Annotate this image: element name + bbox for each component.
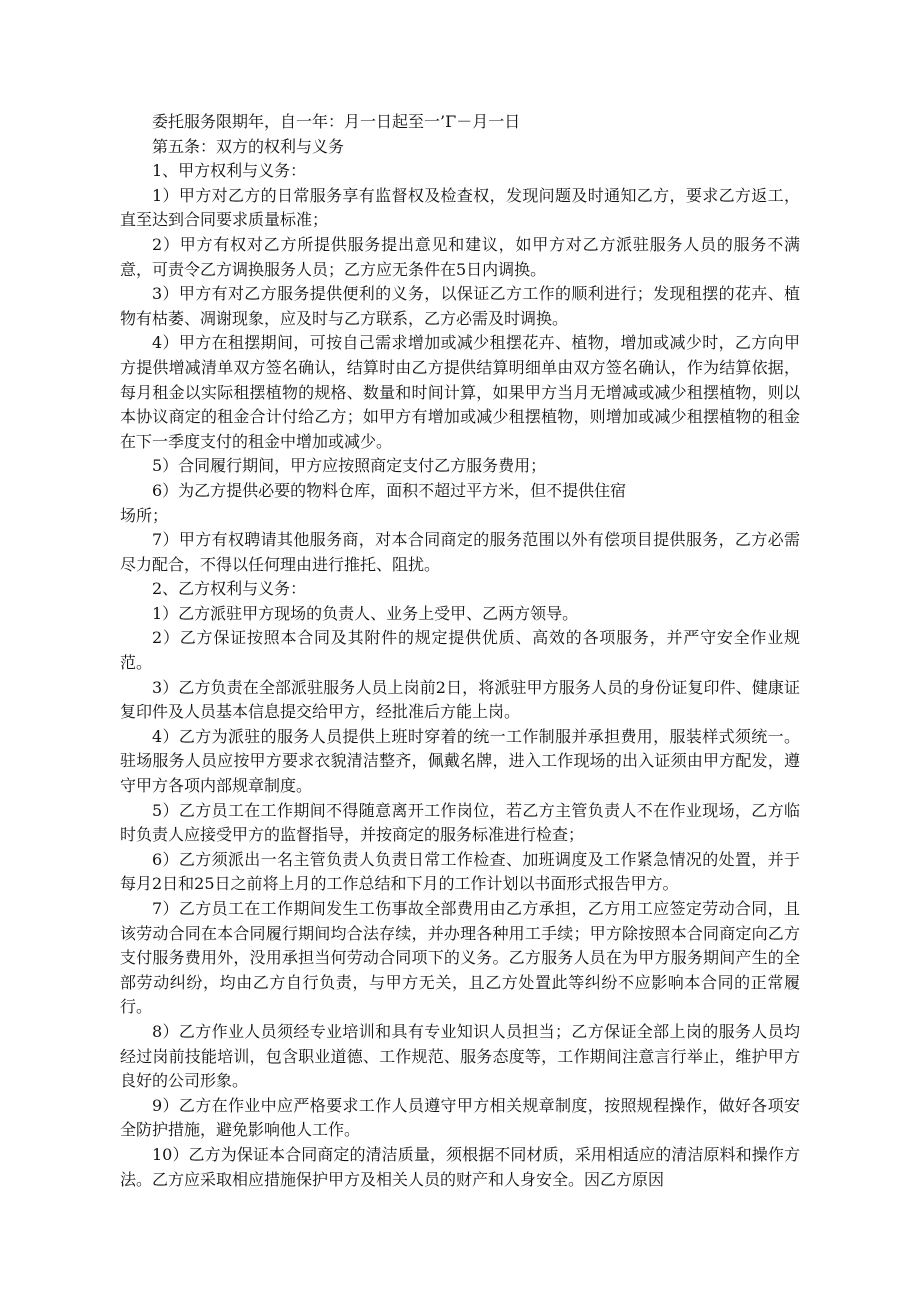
clause-paragraph: 1）乙方派驻甲方现场的负责人、业务上受甲、乙两方领导。	[152, 603, 579, 623]
contract-term-line: 委托服务限期年，自一年：月一日起至一’Γ－月一日	[152, 112, 521, 131]
clause-paragraph: 3）乙方负责在全部派驻服务人员上岗前2日，将派驻甲方服务人员的身份证复印件、健康证复印件及人员基本信息提交给甲方，经批准后方能上岗。	[120, 677, 800, 722]
document-body	[120, 110, 800, 1192]
clause-paragraph: 5）合同履行期间，甲方应按照商定支付乙方服务费用；	[152, 456, 547, 476]
clause-paragraph: 7）乙方员工在工作期间发生工伤事故全部费用由乙方承担，乙方用工应签定劳动合同，且该劳动合同在本合同履行期间均合法存续，并办理各种用工手续；甲方除按照本合同商定向乙方支付服务费用外，没用承担当何劳动合同项下的义务。乙方服务人员在为甲方服务期间产生的全部劳动纠纷，均由乙方自行负责，与甲方无关，且乙方处置此等纠纷不应影响本合同的正常履行。	[120, 899, 800, 1017]
article-heading: 第五条：双方的权利与义务	[152, 136, 345, 156]
section-heading-party-a: 1、甲方权利与义务：	[152, 161, 307, 181]
clause-paragraph: 5）乙方员工在工作期间不得随意离开工作岗位，若乙方主管负责人不在作业现场，乙方临时负责人应接受甲方的监督指导，并按商定的服务标准进行检查；	[120, 800, 800, 845]
clause-paragraph: 1）甲方对乙方的日常服务享有监督权及检查权，发现问题及时通知乙方，要求乙方返工，直至达到合同要求质量标准；	[120, 185, 800, 230]
clause-paragraph: 4）乙方为派驻的服务人员提供上班时穿着的统一工作制服并承担费用，服装样式须统一。驻场服务人员应按甲方要求衣貌清洁整齐，佩戴名牌，进入工作现场的出入证须由甲方配发，遵守甲方各项内部规章制度。	[120, 726, 800, 796]
clause-paragraph: 2）乙方保证按照本合同及其附件的规定提供优质、高效的各项服务，并严守安全作业规范。	[120, 628, 800, 673]
clause-paragraph: 2）甲方有权对乙方所提供服务提出意见和建议，如甲方对乙方派驻服务人员的服务不满意，可责令乙方调换服务人员；乙方应无条件在5日内调换。	[120, 234, 800, 279]
clause-paragraph: 6）乙方须派出一名主管负责人负责日常工作检查、加班调度及工作紧急情况的处置，并于每月2日和25日之前将上月的工作总结和下月的工作计划以书面形式报告甲方。	[120, 849, 800, 894]
clause-paragraph: 8）乙方作业人员须经专业培训和具有专业知识人员担当；乙方保证全部上岗的服务人员均经过岗前技能培训，包含职业道德、工作规范、服务态度等，工作期间注意言行举止，维护甲方良好的公司形象。	[120, 1021, 800, 1091]
clause-paragraph: 6）为乙方提供必要的物料仓库，面积不超过平方米，但不提供住宿	[152, 480, 627, 500]
clause-continuation: 场所；	[120, 505, 169, 525]
clause-paragraph: 4）甲方在租摆期间，可按自己需求增加或减少租摆花卉、植物，增加或减少时，乙方向甲方提供增减清单双方签名确认，结算时由乙方提供结算明细单由双方签名确认，作为结算依据，每月租金以实际租摆植物的规格、数量和时间计算，如果甲方当月无增减或减少租摆植物，则以本协议商定的租金合计付给乙方；如甲方有增加或减少租摆植物，则增加或减少租摆植物的租金在下一季度支付的租金中增加或减少。	[120, 333, 800, 451]
clause-paragraph: 3）甲方有对乙方服务提供便利的义务，以保证乙方工作的顺利进行；发现租摆的花卉、植物有枯萎、凋谢现象，应及时与乙方联系，乙方必需及时调换。	[120, 284, 800, 328]
section-heading-party-b: 2、乙方权利与义务：	[152, 579, 307, 599]
clause-paragraph: 7）甲方有权聘请其他服务商，对本合同商定的服务范围以外有偿项目提供服务，乙方必需尽力配合，不得以任何理由进行推托、阻扰。	[120, 530, 800, 574]
clause-paragraph: 10）乙方为保证本合同商定的清洁质量，须根据不同材质，采用相适应的清洁原料和操作方法。乙方应采取相应措施保护甲方及相关人员的财产和人身安全。因乙方原因	[120, 1144, 800, 1189]
clause-paragraph: 9）乙方在作业中应严格要求工作人员遵守甲方相关规章制度，按照规程操作，做好各项安全防护措施，避免影响他人工作。	[120, 1095, 800, 1140]
